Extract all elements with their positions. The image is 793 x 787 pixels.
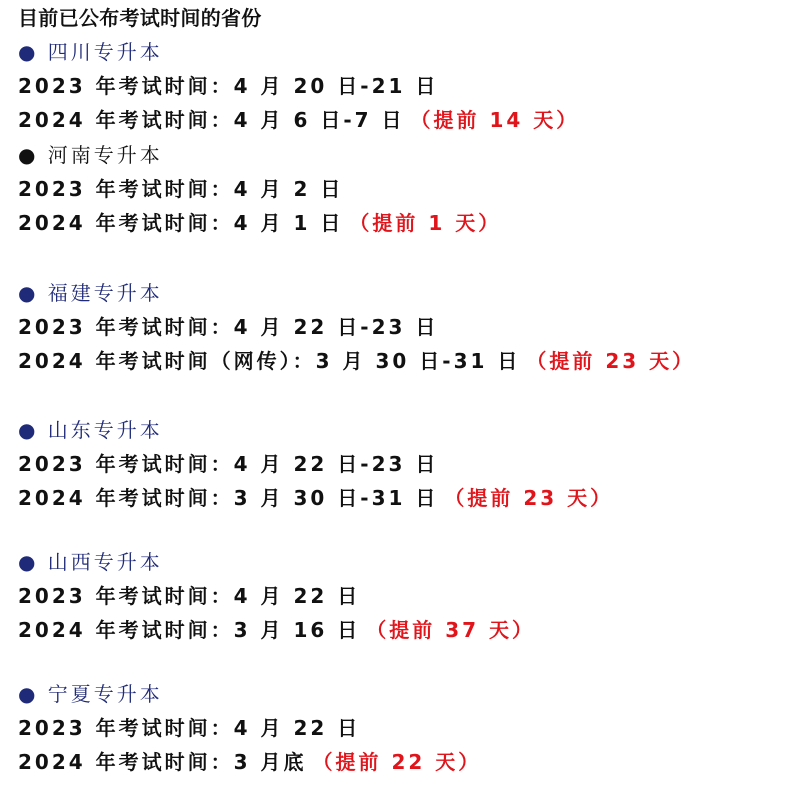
exam-time-2024-text: 2024 年考试时间：3 月 16 日 [18, 618, 361, 642]
exam-time-2024-text: 2024 年考试时间：4 月 6 日-7 日 [18, 108, 405, 132]
exam-time-2024-text: 2024 年考试时间：3 月 30 日-31 日 [18, 486, 439, 510]
exam-time-2024-fujian [18, 345, 695, 374]
exam-time-2023-sichuan: 2023 年考试时间：4 月 20 日-21 日 [18, 74, 439, 98]
exam-time-2024-ningxia [18, 746, 481, 775]
advance-note: （提前 23 天） [526, 349, 696, 373]
province-name-sichuan: ● 四川专升本 [18, 40, 163, 64]
exam-time-2023-shanxi: 2023 年考试时间：4 月 22 日 [18, 584, 361, 608]
exam-time-2024-henan [18, 207, 501, 236]
province-name-fujian: ● 福建专升本 [18, 281, 163, 305]
exam-time-2023-henan: 2023 年考试时间：4 月 2 日 [18, 177, 344, 201]
province-name-ningxia: ● 宁夏专升本 [18, 682, 163, 706]
exam-time-2023-shandong: 2023 年考试时间：4 月 22 日-23 日 [18, 452, 439, 476]
province-name-shandong: ● 山东专升本 [18, 418, 163, 442]
exam-time-2024-text: 2024 年考试时间：4 月 1 日 [18, 211, 344, 235]
advance-note: （提前 23 天） [444, 486, 614, 510]
page-title: 目前已公布考试时间的省份 [18, 6, 262, 30]
exam-time-2024-text: 2024 年考试时间（网传）：3 月 30 日-31 日 [18, 349, 521, 373]
exam-time-2024-sichuan [18, 104, 579, 133]
advance-note: （提前 14 天） [410, 108, 580, 132]
exam-time-2023-ningxia: 2023 年考试时间：4 月 22 日 [18, 716, 361, 740]
exam-time-2024-shanxi [18, 614, 535, 643]
advance-note: （提前 22 天） [312, 750, 482, 774]
province-name-shanxi: ● 山西专升本 [18, 550, 163, 574]
exam-time-2024-shandong [18, 482, 613, 511]
exam-time-2023-fujian: 2023 年考试时间：4 月 22 日-23 日 [18, 315, 439, 339]
exam-time-2024-text: 2024 年考试时间：3 月底 [18, 750, 307, 774]
advance-note: （提前 37 天） [366, 618, 536, 642]
advance-note: （提前 1 天） [349, 211, 502, 235]
province-name-henan: ● 河南专升本 [18, 143, 163, 167]
